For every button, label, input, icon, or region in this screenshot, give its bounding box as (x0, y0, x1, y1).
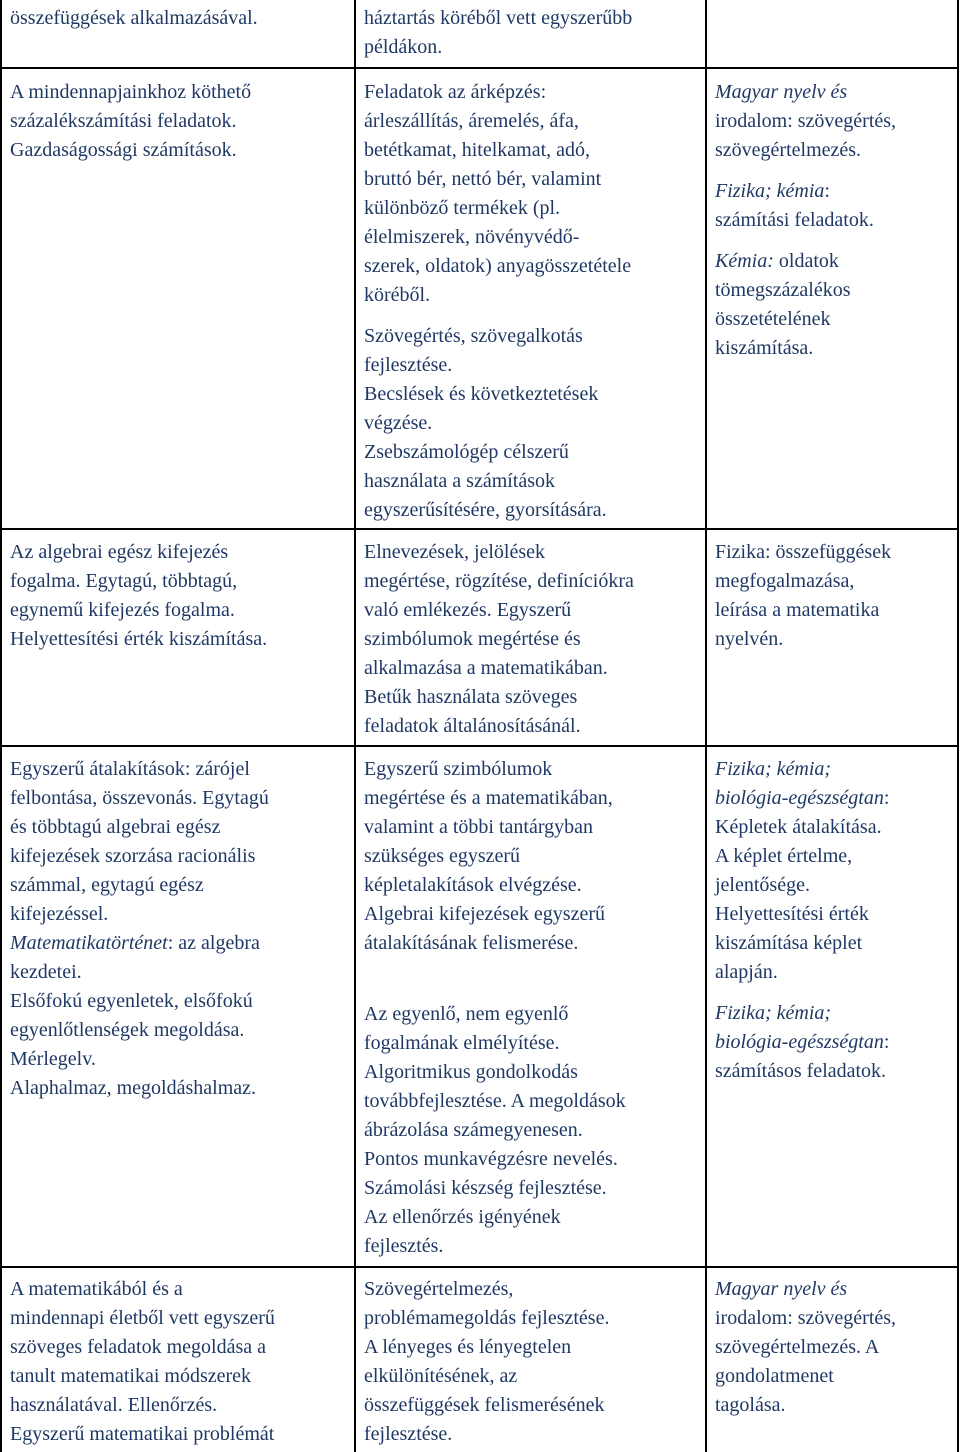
row2-activity-line: Betűk használata szöveges (364, 686, 578, 708)
row1-topic-cell (10, 78, 350, 165)
row4-topic-line: tanult matematikai módszerek (10, 1365, 252, 1387)
row4-topic-line: mindennapi életből vett egyszerű (10, 1307, 275, 1329)
row3-activity-line: ábrázolása számegyenesen. (364, 1119, 583, 1141)
row3-topic-line: kifejezések szorzása racionális (10, 845, 256, 867)
row1-link-subject: Fizika; kémia (715, 180, 825, 202)
row2-topic-line: Az algebrai egész kifejezés (10, 541, 229, 563)
row3-topic-line: számmal, egytagú egész (10, 874, 204, 896)
row3-activity-line: fejlesztés. (364, 1235, 444, 1257)
row3-link-line: számításos feladatok. (715, 1060, 887, 1082)
row2-activity-cell (364, 538, 704, 741)
row1-link-line: irodalom: szövegértés, (715, 110, 897, 132)
row1-link-text: oldatok (773, 250, 839, 272)
row2-activity-line: feladatok általánosításánál. (364, 715, 581, 737)
row1-link-colon: : (824, 180, 830, 202)
row1-activity-line: Zsebszámológép célszerű (364, 441, 569, 463)
row3-link-line: A képlet értelme, (715, 845, 853, 867)
row3-topic-cell (10, 755, 350, 1103)
row3-activity-line: Az egyenlő, nem egyenlő (364, 1003, 569, 1025)
row4-activity-line: összefüggések felismerésének (364, 1394, 605, 1416)
row1-activity-line: egyszerűsítésére, gyorsítására. (364, 499, 607, 521)
row4-topic-line: A matematikából és a (10, 1278, 183, 1300)
row1-activity-line: Becslések és következtetések (364, 383, 599, 405)
row3-activity-line: Számolási készség fejlesztése. (364, 1177, 607, 1199)
row3-activity-line: képletalakítások elvégzése. (364, 874, 582, 896)
row0-activity-line: példákon. (364, 36, 443, 58)
row2-link-line: Fizika: összefüggések (715, 541, 892, 563)
row-divider-1 (0, 67, 959, 69)
row3-link-subject: Fizika; kémia; (715, 758, 832, 780)
row3-link-line: kiszámítása képlet (715, 932, 863, 954)
column-divider-2 (705, 0, 707, 1452)
row4-link-subject: Magyar nyelv és (715, 1278, 848, 1300)
row1-link-line: szövegértelmezés. (715, 139, 862, 161)
row3-link-subject: biológia-egészségtan (715, 787, 884, 809)
row1-activity-line: Feladatok az árképzés: (364, 81, 547, 103)
row3-activity-line: Egyszerű szimbólumok (364, 758, 553, 780)
row3-link-subject-line (715, 784, 955, 813)
row2-activity-line: alkalmazása a matematikában. (364, 657, 608, 679)
row4-link-line: gondolatmenet (715, 1365, 834, 1387)
row2-links-cell (715, 538, 955, 654)
row3-topic-line: egyenlőtlenségek megoldása. (10, 1019, 245, 1041)
row-divider-3 (0, 745, 959, 747)
row3-topic-line: Egyszerű átalakítások: zárójel (10, 758, 250, 780)
row3-link-colon: : (883, 787, 890, 809)
row3-activity-line: továbbfejlesztése. A megoldások (364, 1090, 626, 1112)
row1-activity-line: szerek, oldatok) anyagösszetétele (364, 255, 632, 277)
row3-topic-line: Elsőfokú egyenletek, elsőfokú (10, 990, 253, 1012)
row3-activity-line: megértése és a matematikában, (364, 787, 613, 809)
row4-topic-line: szöveges feladatok megoldása a (10, 1336, 267, 1358)
row4-activity-line: fejlesztése. (364, 1423, 453, 1445)
row3-links-cell (715, 755, 955, 1086)
row1-activity-line: betétkamat, hitelkamat, adó, (364, 139, 591, 161)
row4-link-line: irodalom: szövegértés, (715, 1307, 897, 1329)
row2-activity-line: való emlékezés. Egyszerű (364, 599, 572, 621)
row1-activity-line: árleszállítás, áremelés, áfa, (364, 110, 579, 132)
row2-activity-line: megértése, rögzítése, definíciókra (364, 570, 634, 592)
row1-activity-line: különböző termékek (pl. (364, 197, 561, 219)
row3-activity-cell (364, 755, 704, 1261)
table-border-left (0, 0, 2, 1452)
row3-link-colon: : (883, 1031, 890, 1053)
row2-topic-line: Helyettesítési érték kiszámítása. (10, 628, 268, 650)
row4-links-cell (715, 1275, 955, 1420)
row3-link-line: Képletek átalakítása. (715, 816, 882, 838)
row3-link-subject-line (715, 1028, 955, 1057)
row1-link-subject-line (715, 177, 955, 206)
row3-link-line: jelentősége. (715, 874, 810, 896)
row1-link-subject: Magyar nyelv és (715, 81, 848, 103)
row1-link-line: tömegszázalékos (715, 279, 851, 301)
row1-activity-cell (364, 78, 704, 525)
history-label: Matematikatörténet (10, 932, 168, 954)
row3-topic-history-line (10, 929, 350, 958)
row3-topic-line: Alaphalmaz, megoldáshalmaz. (10, 1077, 257, 1099)
row3-activity-line: Algoritmikus gondolkodás (364, 1061, 578, 1083)
row1-link-line: számítási feladatok. (715, 209, 874, 231)
row2-topic-line: fogalma. Egytagú, többtagú, (10, 570, 238, 592)
row4-activity-line: elkülönítésének, az (364, 1365, 518, 1387)
row4-topic-cell (10, 1275, 350, 1449)
row3-activity-line: szükséges egyszerű (364, 845, 521, 867)
row1-activity-line: fejlesztése. (364, 354, 453, 376)
row3-activity-line: Az ellenőrzés igényének (364, 1206, 561, 1228)
row2-link-line: leírása a matematika (715, 599, 880, 621)
row-divider-4 (0, 1266, 959, 1268)
row1-activity-line: köréből. (364, 284, 431, 306)
row0-activity-line: háztartás köréből vett egyszerűbb (364, 7, 633, 29)
row4-link-line: szövegértelmezés. A (715, 1336, 880, 1358)
row1-topic-line: százalékszámítási feladatok. (10, 110, 237, 132)
row3-topic-line: Mérlegelv. (10, 1048, 96, 1070)
row1-link-line: összetételének (715, 308, 831, 330)
row3-link-line: Helyettesítési érték (715, 903, 869, 925)
row4-activity-line: A lényeges és lényegtelen (364, 1336, 572, 1358)
row4-activity-line: Szövegértelmezés, (364, 1278, 514, 1300)
row1-topic-line: Gazdaságossági számítások. (10, 139, 237, 161)
history-text: : az algebra (167, 932, 260, 954)
row1-activity-line: élelmiszerek, növényvédő- (364, 226, 580, 248)
row1-link-line: kiszámítása. (715, 337, 814, 359)
row1-activity-line: használata a számítások (364, 470, 556, 492)
row4-activity-line: problémamegoldás fejlesztése. (364, 1307, 610, 1329)
row3-link-subject: biológia-egészségtan (715, 1031, 884, 1053)
row3-topic-line: és többtagú algebrai egész (10, 816, 221, 838)
row3-topic-line: kifejezéssel. (10, 903, 109, 925)
row2-activity-line: szimbólumok megértése és (364, 628, 581, 650)
row3-activity-line: fogalmának elmélyítése. (364, 1032, 560, 1054)
row4-activity-cell (364, 1275, 704, 1449)
row1-links-cell (715, 78, 955, 363)
row2-link-line: nyelvén. (715, 628, 784, 650)
row3-activity-line: valamint a többi tantárgyban (364, 816, 594, 838)
row2-link-line: megfogalmazása, (715, 570, 855, 592)
column-divider-1 (354, 0, 356, 1452)
row3-topic-line: kezdetei. (10, 961, 82, 983)
row1-link-subject: Kémia: (715, 250, 774, 272)
row2-topic-line: egynemű kifejezés fogalma. (10, 599, 235, 621)
row1-link-subject-line (715, 247, 955, 276)
row3-topic-line: felbontása, összevonás. Egytagú (10, 787, 269, 809)
row-divider-2 (0, 528, 959, 530)
row3-activity-line: Pontos munkavégzésre nevelés. (364, 1148, 618, 1170)
row1-activity-line: bruttó bér, nettó bér, valamint (364, 168, 602, 190)
row4-topic-line: Egyszerű matematikai problémát (10, 1423, 275, 1445)
row2-topic-cell (10, 538, 350, 654)
row1-topic-line: A mindennapjainkhoz köthető (10, 81, 252, 103)
row3-link-line: alapján. (715, 961, 778, 983)
row4-link-line: tagolása. (715, 1394, 786, 1416)
row0-topic-line: összefüggések alkalmazásával. (10, 7, 258, 29)
row2-activity-line: Elnevezések, jelölések (364, 541, 546, 563)
row0-topic-cell (10, 4, 350, 33)
row4-topic-line: használatával. Ellenőrzés. (10, 1394, 218, 1416)
row3-link-subject: Fizika; kémia; (715, 1002, 832, 1024)
table-border-right (957, 0, 959, 1452)
row1-activity-line: Szövegértés, szövegalkotás (364, 325, 583, 347)
row0-activity-cell (364, 4, 704, 62)
row3-activity-line: átalakításának felismerése. (364, 932, 579, 954)
row3-activity-line: Algebrai kifejezések egyszerű (364, 903, 605, 925)
row1-activity-line: végzése. (364, 412, 433, 434)
